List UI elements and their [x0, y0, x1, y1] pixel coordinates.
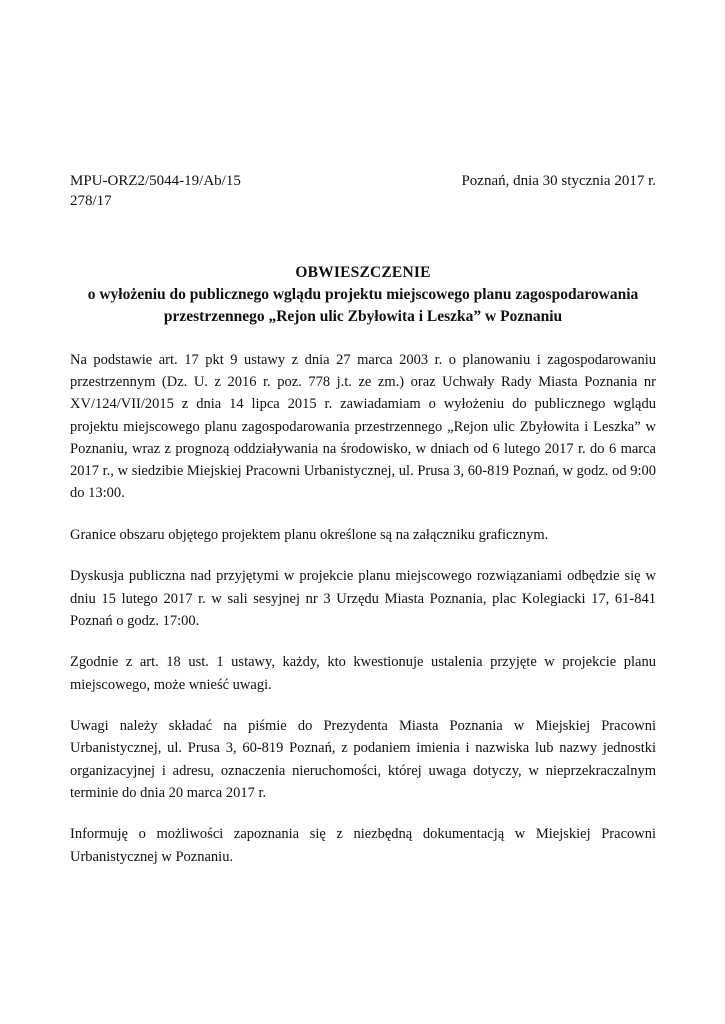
document-title: OBWIESZCZENIE — [295, 264, 431, 281]
paragraph-documentation: Informuję o możliwości zapoznania się z niezbędną dokumentacją w Miejskiej Pracowni Urbanistycznej w Poznaniu. — [70, 826, 656, 865]
reference-number: MPU-ORZ2/5044-19/Ab/15 — [70, 173, 241, 189]
place-date: Poznań, dnia 30 stycznia 2017 r. — [461, 173, 656, 189]
title-subtitle-line-1: o wyłożeniu do publicznego wglądu projektu miejscowego planu zagospodarowania — [87, 286, 639, 303]
paragraph-public-discussion: Dyskusja publiczna nad przyjętymi w projekcie planu miejscowego rozwiązaniami odbędzie się w dniu 15 lutego 2017 r. w sali sesyjnej nr 3 Urzędu Miasta Poznania, plac Kolegiacki 17, 61-841 Poznań o godz. 17:00. — [70, 568, 656, 629]
paragraph-boundaries: Granice obszaru objętego projektem planu określone są na załączniku graficznym. — [70, 526, 549, 543]
paragraph-legal-basis: Na podstawie art. 17 pkt 9 ustawy z dnia 27 marca 2003 r. o planowaniu i zagospodarowaniu przestrzennym (Dz. U. z 2016 r. poz. 778 j.t. ze zm.) oraz Uchwały Rady Miasta Poznania nr XV/124/VII/2015 z dnia 14 lipca 2015 r. zawiadamiam o wyłożeniu do publicznego wglądu projektu miejscowego planu zagospodarowania przestrzennego „Rejon ulic Zbyłowita i Leszka” w Poznaniu, wraz z prognozą oddziaływania na środowisko, w dniach od 6 lutego 2017 r. do 6 marca 2017 r., w siedzibie Miejskiej Pracowni Urbanistycznej, ul. Prusa 3, 60-819 Poznań, w godz. od 9:00 do 13:00. — [70, 352, 656, 502]
header-row — [70, 171, 656, 191]
title-block — [70, 262, 656, 328]
paragraph-right-to-comment: Zgodnie z art. 18 ust. 1 ustawy, każdy, kto kwestionuje ustalenia przyjęte w projekcie planu miejscowego, może wnieść uwagi. — [70, 654, 656, 693]
document-header — [70, 171, 656, 211]
paragraph-comment-submission: Uwagi należy składać na piśmie do Prezydenta Miasta Poznania w Miejskiej Pracowni Urbanistycznej, ul. Prusa 3, 60-819 Poznań, z podaniem imienia i nazwiska lub nazwy jednostki organizacyjnej i adresu, oznaczenia nieruchomości, której uwaga dotyczy, w nieprzekraczalnym terminie do dnia 20 marca 2017 r. — [70, 718, 656, 801]
document-body — [70, 349, 656, 887]
document-number: 278/17 — [70, 193, 112, 209]
title-subtitle-line-2: przestrzennego „Rejon ulic Zbyłowita i Leszka” w Poznaniu — [163, 308, 563, 325]
